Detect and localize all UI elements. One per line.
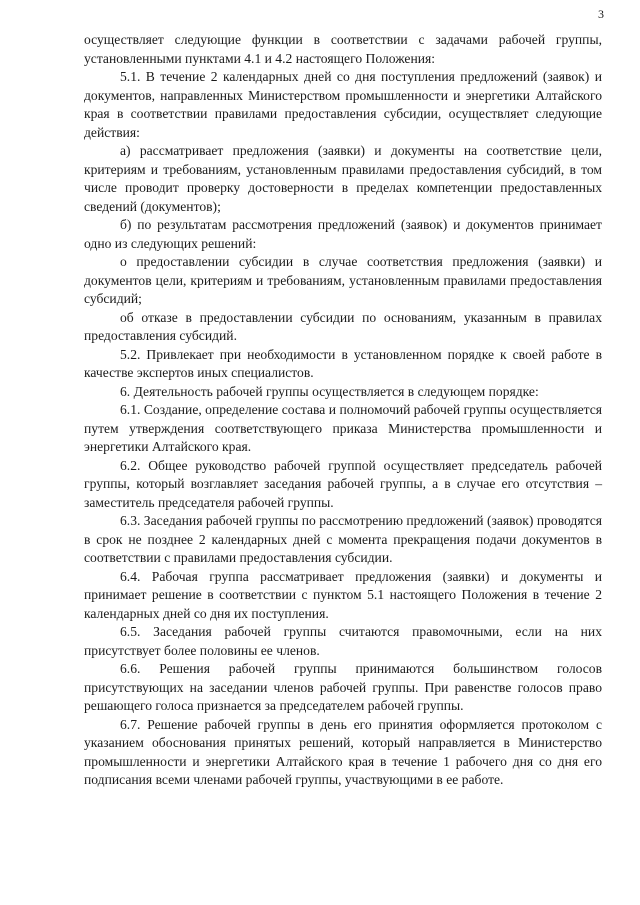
- paragraph-decision-refuse: об отказе в предоставлении субсидии по основаниям, указанным в правилах предоставления субсидий.: [84, 309, 602, 343]
- page-number: 3: [598, 7, 604, 21]
- paragraph-6-6: 6.6. Решения рабочей группы принимаются большинством голосов присутствующих на заседании членов рабочей группы. При равенстве голосов право решающего голоса признается за председателем рабочей группы.: [84, 661, 602, 713]
- paragraph-6-5: 6.5. Заседания рабочей группы считаются правомочными, если на них присутствует более половины ее членов.: [84, 624, 602, 658]
- paragraph-6-2: 6.2. Общее руководство рабочей группой осуществляет председатель рабочей группы, который возглавляет заседания рабочей группы, а в случае его отсутствия – заместитель председателя рабочей группы.: [84, 457, 602, 510]
- paragraph-decision-grant: о предоставлении субсидии в случае соответствия предложения (заявки) и документов цели, критериям и требованиям, установленным правилами предоставления субсидий;: [84, 254, 602, 306]
- paragraph-5-2: 5.2. Привлекает при необходимости в установленном порядке к своей работе в качестве экспертов иных специалистов.: [84, 346, 602, 380]
- paragraph-6-1: 6.1. Создание, определение состава и полномочий рабочей группы осуществляется путем утверждения соответствующего приказа Министерства промышленности и энергетики Алтайского края.: [84, 402, 602, 454]
- paragraph-intro: осуществляет следующие функции в соответствии с задачами рабочей группы, установленными пунктами 4.1 и 4.2 настоящего Положения:: [84, 32, 602, 66]
- paragraph-6-3: 6.3. Заседания рабочей группы по рассмотрению предложений (заявок) проводятся в срок не позднее 2 календарных дней с момента прекращения подачи документов в соответствии с правилами предоставления субсидии.: [84, 513, 602, 565]
- paragraph-6: 6. Деятельность рабочей группы осуществляется в следующем порядке:: [120, 383, 539, 399]
- paragraph-5-1: 5.1. В течение 2 календарных дней со дня поступления предложений (заявок) и документов, направленных Министерством промышленности и энергетики Алтайского края в соответствии правилами предоставления субсидии, осуществляет следующие действия:: [84, 69, 602, 140]
- paragraph-5-1-a: а) рассматривает предложения (заявки) и документы на соответствие цели, критериям и требованиям, установленным правилами предоставления субсидий, в том числе проводит проверку достоверности в пределах компетенции предоставленных сведений (документов);: [84, 143, 602, 214]
- paragraph-5-1-b: б) по результатам рассмотрения предложений (заявок) и документов принимает одно из следующих решений:: [84, 217, 602, 251]
- document-body: [84, 31, 602, 790]
- paragraph-6-4: 6.4. Рабочая группа рассматривает предложения (заявки) и документы и принимает решение в соответствии с пунктом 5.1 настоящего Положения в течение 2 календарных дней со дня их поступления.: [84, 568, 602, 621]
- paragraph-6-7: 6.7. Решение рабочей группы в день его принятия оформляется протоколом с указанием обоснования принятых решений, который направляется в Министерство промышленности и энергетики Алтайского края в течение 1 рабочего дня со дня его подписания всеми членами рабочей группы, участвующими в ее работе.: [84, 716, 602, 787]
